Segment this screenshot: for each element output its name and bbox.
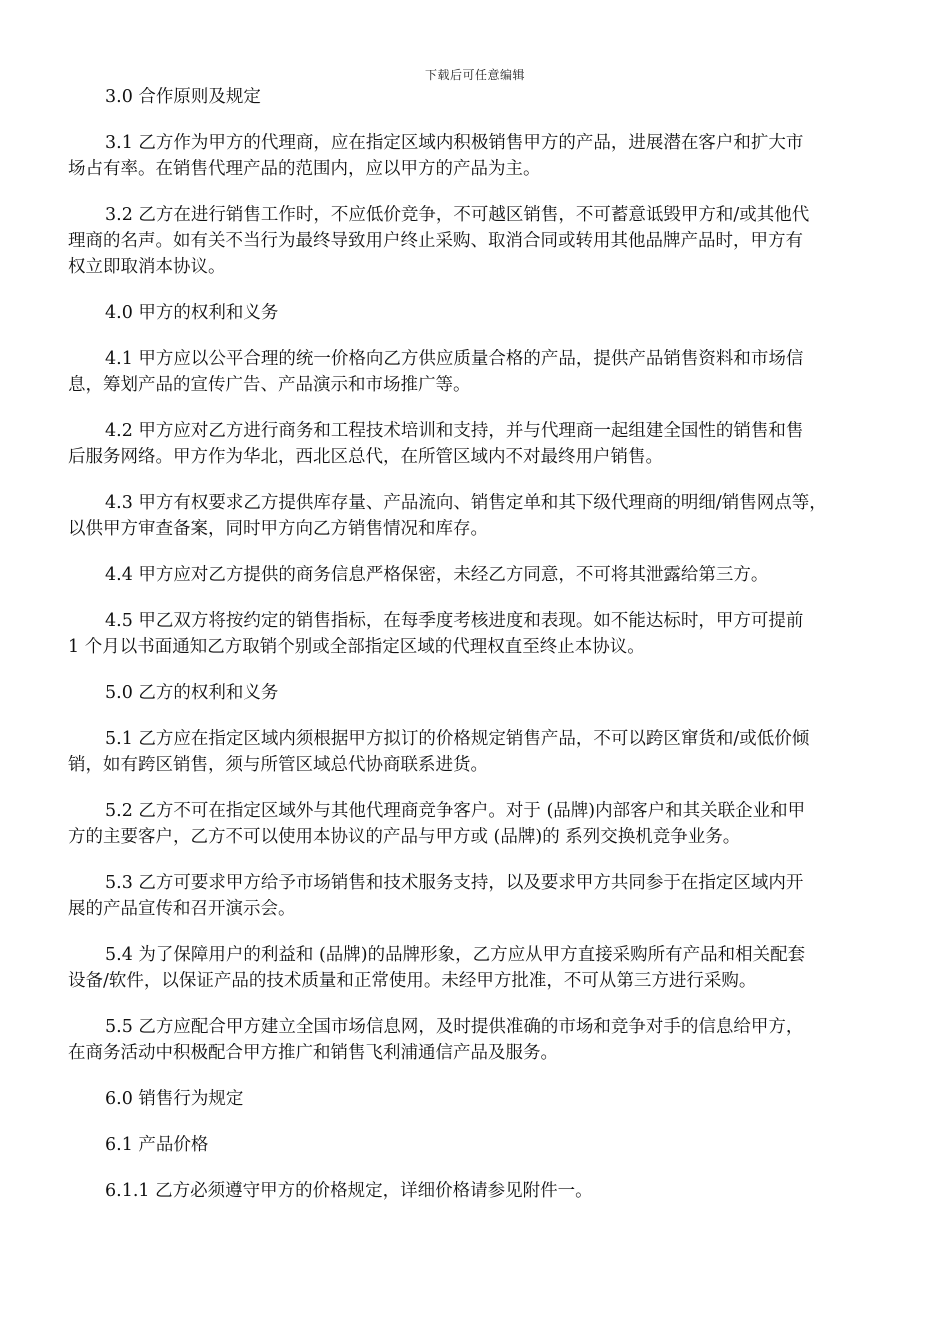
- clause-line: 后服务网络。甲方作为华北，西北区总代，在所管区域内不对最终用户销售。: [68, 447, 663, 467]
- clause-line: 4.5 甲乙双方将按约定的销售指标，在每季度考核进度和表现。如不能达标时，甲方可提前: [105, 611, 804, 631]
- clause-line: 4.4 甲方应对乙方提供的商务信息严格保密，未经乙方同意，不可将其泄露给第三方。: [105, 565, 769, 585]
- clause-5-4: [68, 942, 880, 994]
- clause-line: 4.2 甲方应对乙方进行商务和工程技术培训和支持，并与代理商一起组建全国性的销售和售: [105, 421, 804, 441]
- clause-5-3: [68, 870, 880, 922]
- clause-line: 5.1 乙方应在指定区域内须根据甲方拟订的价格规定销售产品，不可以跨区窜货和/或低价倾: [105, 729, 810, 749]
- clause-3-1: [68, 130, 880, 182]
- clause-5-0: [68, 680, 880, 706]
- clause-line: 场占有率。在销售代理产品的范围内，应以甲方的产品为主。: [68, 159, 541, 179]
- clause-line: 在商务活动中积极配合甲方推广和销售飞利浦通信产品及服务。: [68, 1043, 558, 1063]
- clause-3-0: [68, 84, 880, 110]
- clause-line: 息，筹划产品的宣传广告、产品演示和市场推广等。: [68, 375, 471, 395]
- clause-4-5: [68, 608, 880, 660]
- clause-6-1: [68, 1132, 880, 1158]
- clause-5-2: [68, 798, 880, 850]
- clause-6-1-1: [68, 1178, 880, 1204]
- clause-5-5: [68, 1014, 880, 1066]
- clause-line: 5.4 为了保障用户的利益和 (品牌)的品牌形象，乙方应从甲方直接采购所有产品和相关配套: [105, 945, 806, 965]
- clause-line: 6.1 产品价格: [105, 1135, 209, 1155]
- clause-4-1: [68, 346, 880, 398]
- clause-line: 5.0 乙方的权利和义务: [105, 683, 279, 703]
- clause-4-3: [68, 490, 880, 542]
- clause-line: 6.1.1 乙方必须遵守甲方的价格规定，详细价格请参见附件一。: [105, 1181, 593, 1201]
- clause-line: 4.0 甲方的权利和义务: [105, 303, 279, 323]
- clause-4-4: [68, 562, 880, 588]
- clause-line: 6.0 销售行为规定: [105, 1089, 244, 1109]
- clause-5-1: [68, 726, 880, 778]
- clause-line: 5.5 乙方应配合甲方建立全国市场信息网，及时提供准确的市场和竞争对手的信息给甲方，: [105, 1017, 804, 1037]
- clause-4-2: [68, 418, 880, 470]
- clause-line: 4.3 甲方有权要求乙方提供库存量、产品流向、销售定单和其下级代理商的明细/销售网点等，: [105, 493, 827, 513]
- clause-line: 展的产品宣传和召开演示会。: [68, 899, 296, 919]
- clause-line: 5.3 乙方可要求甲方给予市场销售和技术服务支持，以及要求甲方共同参于在指定区域内开: [105, 873, 804, 893]
- clause-3-2: [68, 202, 880, 280]
- clause-line: 销，如有跨区销售，须与所管区域总代协商联系进货。: [68, 755, 488, 775]
- clause-line: 以供甲方审查备案，同时甲方向乙方销售情况和库存。: [68, 519, 488, 539]
- header-note: 下载后可任意编辑: [424, 68, 525, 82]
- clause-line: 3.2 乙方在进行销售工作时，不应低价竞争，不可越区销售，不可蓄意诋毁甲方和/或其他代: [105, 205, 810, 225]
- clause-line: 方的主要客户，乙方不可以使用本协议的产品与甲方或 (品牌)的 系列交换机竞争业务。: [68, 827, 741, 847]
- clause-line: 1 个月以书面通知乙方取销个别或全部指定区域的代理权直至终止本协议。: [68, 637, 645, 657]
- clause-line: 3.0 合作原则及规定: [105, 87, 261, 107]
- document-body: [68, 84, 880, 1224]
- clause-4-0: [68, 300, 880, 326]
- clause-line: 5.2 乙方不可在指定区域外与其他代理商竞争客户。对于 (品牌)内部客户和其关联企业和甲: [105, 801, 806, 821]
- clause-6-0: [68, 1086, 880, 1112]
- clause-line: 权立即取消本协议。: [68, 257, 226, 277]
- clause-line: 理商的名声。如有关不当行为最终导致用户终止采购、取消合同或转用其他品牌产品时，甲方有: [68, 231, 803, 251]
- clause-line: 设备/软件，以保证产品的技术质量和正常使用。未经甲方批准，不可从第三方进行采购。: [68, 971, 757, 991]
- clause-line: 3.1 乙方作为甲方的代理商，应在指定区域内积极销售甲方的产品，进展潜在客户和扩大市: [105, 133, 804, 153]
- clause-line: 4.1 甲方应以公平合理的统一价格向乙方供应质量合格的产品，提供产品销售资料和市场信: [105, 349, 804, 369]
